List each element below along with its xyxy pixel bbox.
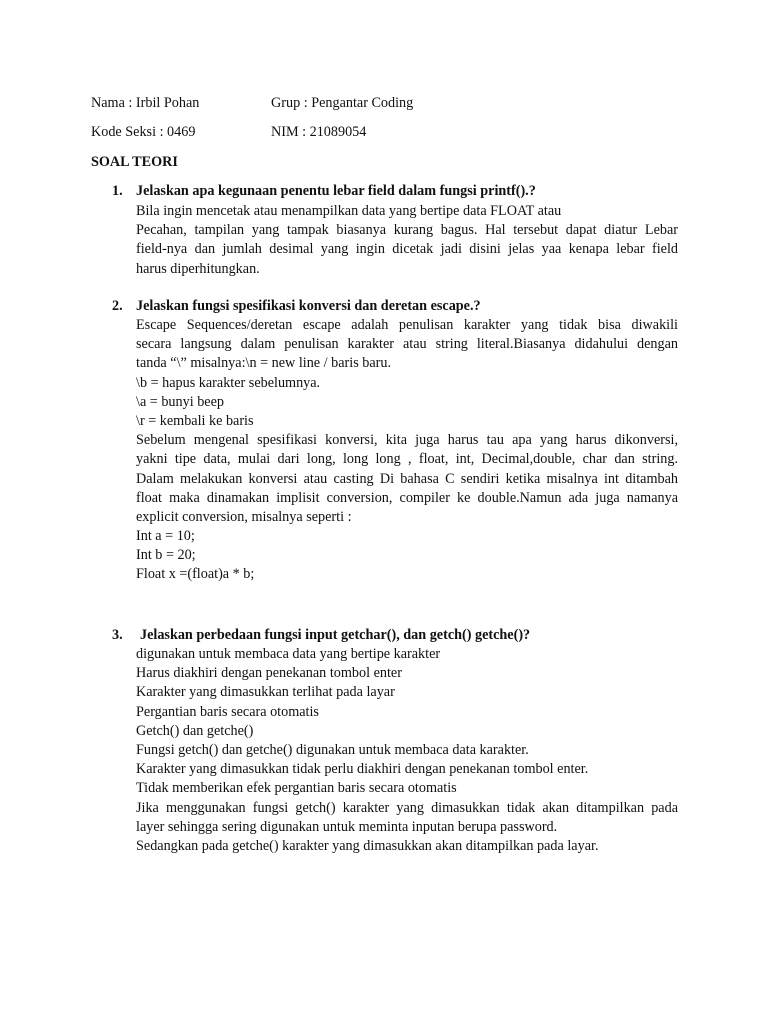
answer-line: Int b = 20; xyxy=(136,547,196,564)
group-field: Grup : Pengantar Coding xyxy=(271,95,414,111)
answer-line: Tidak memberikan efek pergantian baris secara otomatis xyxy=(136,780,457,797)
answer-line: Bila ingin mencetak atau menampilkan data yang bertipe data FLOAT atau xyxy=(136,203,562,219)
answer-line: Pecahan, tampilan yang tampak biasanya kurang bagus. Hal tersebut dapat diatur Lebar xyxy=(136,222,678,239)
question-2-number: 2. xyxy=(112,298,123,314)
question-2-answer xyxy=(136,316,678,585)
answer-line: digunakan untuk membaca data yang bertipe karakter xyxy=(136,646,441,662)
question-3-title: Jelaskan perbedaan fungsi input getchar(), dan getch() getche()? xyxy=(140,627,531,643)
answer-line: Sebelum mengenal spesifikasi konversi, kita juga harus tau apa yang harus dikonversi, xyxy=(136,432,678,449)
name-field: Nama : Irbil Pohan xyxy=(91,95,200,111)
answer-line: Int a = 10; xyxy=(136,528,195,545)
answer-line: Karakter yang dimasukkan tidak perlu diakhiri dengan penekanan tombol enter. xyxy=(136,761,589,778)
student-id-field: NIM : 21089054 xyxy=(271,124,367,140)
answer-line: explicit conversion, misalnya seperti : xyxy=(136,508,352,525)
answer-line: secara langsung dalam penulisan karakter atau string literal.Biasanya didahului dengan xyxy=(136,336,678,353)
answer-line: Harus diakhiri dengan penekanan tombol enter xyxy=(136,665,402,682)
answer-line: Dalam melakukan konversi atau casting Di bahasa C sendiri ketika misalnya int ditambah xyxy=(136,470,678,487)
answer-line: yakni tipe data, mulai dari long, long long , float, int, Decimal,double, char dan string. xyxy=(136,451,678,468)
answer-line: \r = kembali ke baris xyxy=(136,412,254,429)
question-1-title: Jelaskan apa kegunaan penentu lebar field dalam fungsi printf().? xyxy=(136,183,536,199)
question-2-title: Jelaskan fungsi spesifikasi konversi dan deretan escape.? xyxy=(136,298,481,314)
answer-line: \b = hapus karakter sebelumnya. xyxy=(136,374,321,391)
answer-line: Sedangkan pada getche() karakter yang dimasukkan akan ditampilkan pada layar. xyxy=(136,837,599,854)
answer-line: Getch() dan getche() xyxy=(136,722,254,739)
answer-line: layer sehingga sering digunakan untuk meminta inputan berupa password. xyxy=(136,818,558,835)
question-1-answer xyxy=(136,202,678,279)
question-1-number: 1. xyxy=(112,183,123,199)
answer-line: field-nya dan jumlah desimal yang ingin dicetak jadi disini jelas yaa kenapa lebar field xyxy=(136,241,678,258)
answer-line: Jika menggunakan fungsi getch() karakter yang dimasukkan tidak akan ditampilkan pada xyxy=(136,799,678,816)
answer-line: float maka dinamakan implisit conversion, compiler ke double.Namun ada juga namanya xyxy=(136,489,678,506)
answer-line: Float x =(float)a * b; xyxy=(136,566,255,583)
section-title: SOAL TEORI xyxy=(91,154,178,170)
answer-line: Karakter yang dimasukkan terlihat pada layar xyxy=(136,684,395,701)
section-code-field: Kode Seksi : 0469 xyxy=(91,124,196,140)
answer-line: tanda “\” misalnya:\n = new line / baris baru. xyxy=(136,355,392,372)
answer-line: harus diperhitungkan. xyxy=(136,260,260,277)
question-3-number: 3. xyxy=(112,627,123,643)
answer-line: Fungsi getch() dan getche() digunakan untuk membaca data karakter. xyxy=(136,741,529,758)
answer-line: \a = bunyi beep xyxy=(136,393,224,410)
answer-line: Pergantian baris secara otomatis xyxy=(136,703,319,720)
answer-line: Escape Sequences/deretan escape adalah penulisan karakter yang tidak bisa diwakili xyxy=(136,317,678,333)
question-3-answer xyxy=(136,645,678,856)
